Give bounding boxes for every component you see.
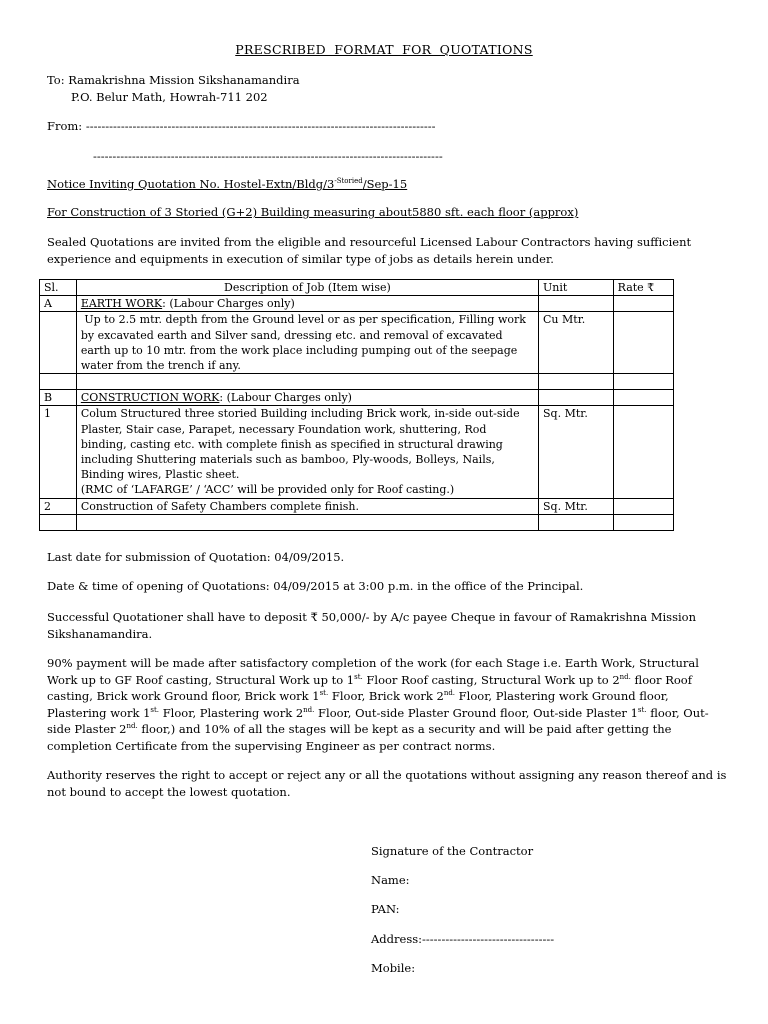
row-unit: Sq. Mtr.: [539, 406, 614, 498]
notice-number: Notice Inviting Quotation No. Hostel-$Extn/Bldg/3^{-Storied}/Sep-15$: [47, 177, 408, 191]
header-rate: Rate ₹: [613, 280, 673, 296]
row-note: (RMC of ‘LAFARGE’ / ‘ACC’ will be provided only for Roof casting.): [80, 483, 455, 497]
authority-paragraph: Authority reserves the right to accept or reject any or all the quotations without assigning any reason thereof and is not bound to accept the lowest quotation.: [47, 768, 727, 799]
construction-description: For Construction of 3 Storied (G+2) Building measuring about5880 sft. each floor (approx): [47, 205, 579, 219]
from-dashes-line-2: ------------------------------------------------------------------------------------------: [93, 149, 443, 163]
deposit-paragraph: Successful Quotationer shall have to deposit ₹ 50,000/- by A/c payee Cheque in favour of Ramakrishna Mission Sikshanamandira.: [47, 610, 696, 641]
items-table: [39, 279, 674, 531]
row-description: Up to 2.5 mtr. depth from the Ground level or as per specification, Filling work by excavated earth and Silver sand, dressing etc. and removal of excavated earth up to 10 mtr. from the work place including pumping out of the seepage water from the trench if any.: [76, 312, 538, 374]
row-sl: B: [40, 390, 77, 406]
signature-label: Signature of the Contractor: [371, 844, 534, 858]
row-section-heading: CONSTRUCTION WORK: (Labour Charges only): [76, 390, 538, 406]
row-sl: 1: [40, 406, 77, 498]
document-title: PRESCRIBED FORMAT FOR QUOTATIONS: [235, 42, 533, 57]
row-sl: A: [40, 296, 77, 312]
table-row: [40, 312, 674, 374]
header-unit: Unit: [539, 280, 614, 296]
intro-paragraph: Sealed Quotations are invited from the eligible and resourceful Licensed Labour Contractors having sufficient experience and equipments in execution of similar type of jobs as details herein under.: [47, 235, 692, 266]
last-date: Last date for submission of Quotation: 04/09/2015.: [47, 550, 345, 564]
address-field: Address:----------------------------------: [371, 932, 555, 946]
opening-date: Date & time of opening of Quotations: 04/09/2015 at 3:00 p.m. in the office of the Principal.: [47, 579, 584, 593]
row-sl: 2: [40, 498, 77, 514]
from-label: From:: [47, 119, 83, 133]
table-row: [40, 406, 674, 498]
table-row: [40, 390, 674, 406]
payment-paragraph: 90% payment will be made after satisfactory completion of the work (for each Stage i.e. Earth Work, Structural Work up to GF Roof casting, Structural Work up to $1^{st.}$ Floor Roof casting, Structural Work up to $2^{nd.}$ floor Roof casting, Brick work Ground floor, Brick work $1^{st.}$ Floor, Brick work $2^{nd.}$ Floor, Plastering work Ground floor, Plastering work $1^{st.}$ Floor, Plastering work $2^{nd.}$ Floor, Out-side Plaster Ground floor, Out-side Plaster $1^{st.}$ floor, Out-side Plaster $2^{nd.}$ floor,) and 10% of all the stages will be kept as a security and will be paid after getting the completion Certificate from the supervising Engineer as per contract norms.: [47, 656, 709, 753]
addressee-line: To: Ramakrishna Mission Sikshanamandira: [47, 73, 300, 87]
table-row-empty: [40, 514, 674, 530]
from-dashes: ------------------------------------------------------------------------------------------: [85, 119, 436, 133]
header-description: Description of Job (Item wise): [76, 280, 538, 296]
row-unit: Sq. Mtr.: [539, 498, 614, 514]
from-line: [47, 119, 436, 133]
row-section-heading: EARTH WORK: (Labour Charges only): [76, 296, 538, 312]
row-description: Construction of Safety Chambers complete finish.: [76, 498, 538, 514]
row-description: Colum Structured three storied Building including Brick work, in-side out-side Plaster, Stair case, Parapet, necessary Foundation work, shuttering, Rod binding, casting etc. with complete finish as specified in structural drawing including Shuttering materials such as bamboo, Ply-woods, Bolleys, Nails, Binding wires, Plastic sheet. (RMC of ‘LAFARGE’ / ‘ACC’ will be provided only for Roof casting.): [76, 406, 538, 498]
name-field: Name:: [371, 873, 410, 887]
table-row-empty: [40, 374, 674, 390]
addressee-address: P.O. Belur Math, Howrah-711 202: [71, 90, 268, 104]
header-sl: Sl.: [40, 280, 77, 296]
mobile-field: Mobile:: [371, 961, 416, 975]
pan-field: PAN:: [371, 902, 400, 916]
table-header-row: [40, 280, 674, 296]
table-row: [40, 498, 674, 514]
table-row: [40, 296, 674, 312]
row-unit: Cu Mtr.: [539, 312, 614, 374]
notice-superscript: -Storied: [334, 177, 363, 186]
